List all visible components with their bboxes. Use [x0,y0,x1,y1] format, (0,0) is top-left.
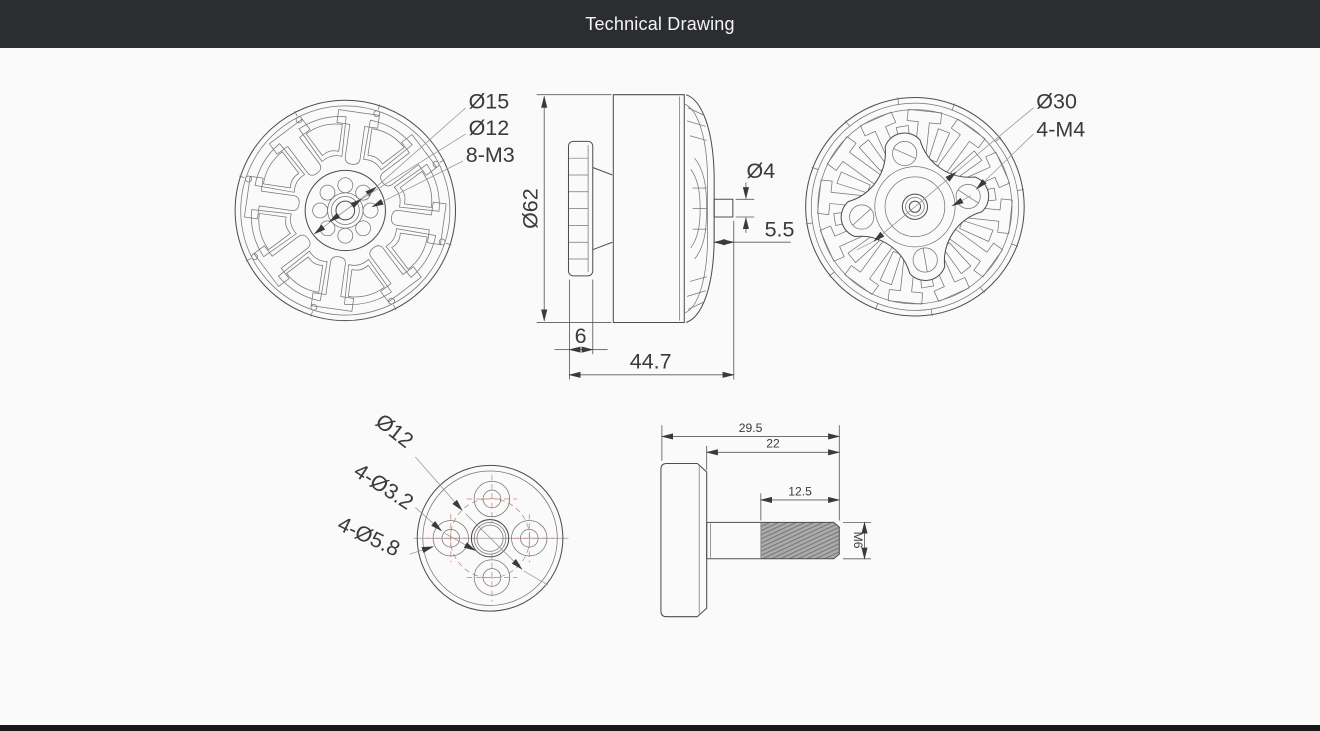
adapter-plate-view [334,409,568,611]
dim-plate-bore: Ø12 [371,408,418,453]
technical-drawing-canvas [0,48,1320,725]
front-view [235,90,515,321]
dim-side-shaft-diameter: Ø4 [746,158,776,183]
dim-thread-length: 12.5 [788,484,812,499]
technical-drawing-svg [0,48,1320,725]
shaft-view [661,421,871,617]
thread-section [761,522,839,558]
dim-side-total-length: 44.7 [629,349,672,374]
header-bar [0,0,1320,48]
side-view [519,95,795,380]
dim-shaft-overall-length: 29.5 [738,420,763,435]
dim-side-outer-diameter: Ø62 [518,188,543,229]
dim-shaft-length: 22 [766,436,780,451]
rear-view [805,90,1086,317]
dim-plate-small-holes: 4-Ø3.2 [349,458,418,515]
dim-thread-spec: M6 [851,531,866,549]
dim-rear-mount-screws: 4-M4 [1036,117,1086,142]
bottom-section-edge [0,725,1320,731]
dim-rear-mount-circle: Ø30 [1036,89,1077,114]
page-title: Technical Drawing [585,13,735,34]
dim-plate-large-holes: 4-Ø5.8 [333,511,404,562]
dim-front-boss: Ø12 [468,115,510,140]
dim-side-adapter-width: 6 [574,324,587,349]
dim-front-bolt-circle: Ø15 [468,89,510,114]
dim-side-shaft-protrusion: 5.5 [764,217,795,242]
dim-front-screws: 8-M3 [465,142,515,167]
